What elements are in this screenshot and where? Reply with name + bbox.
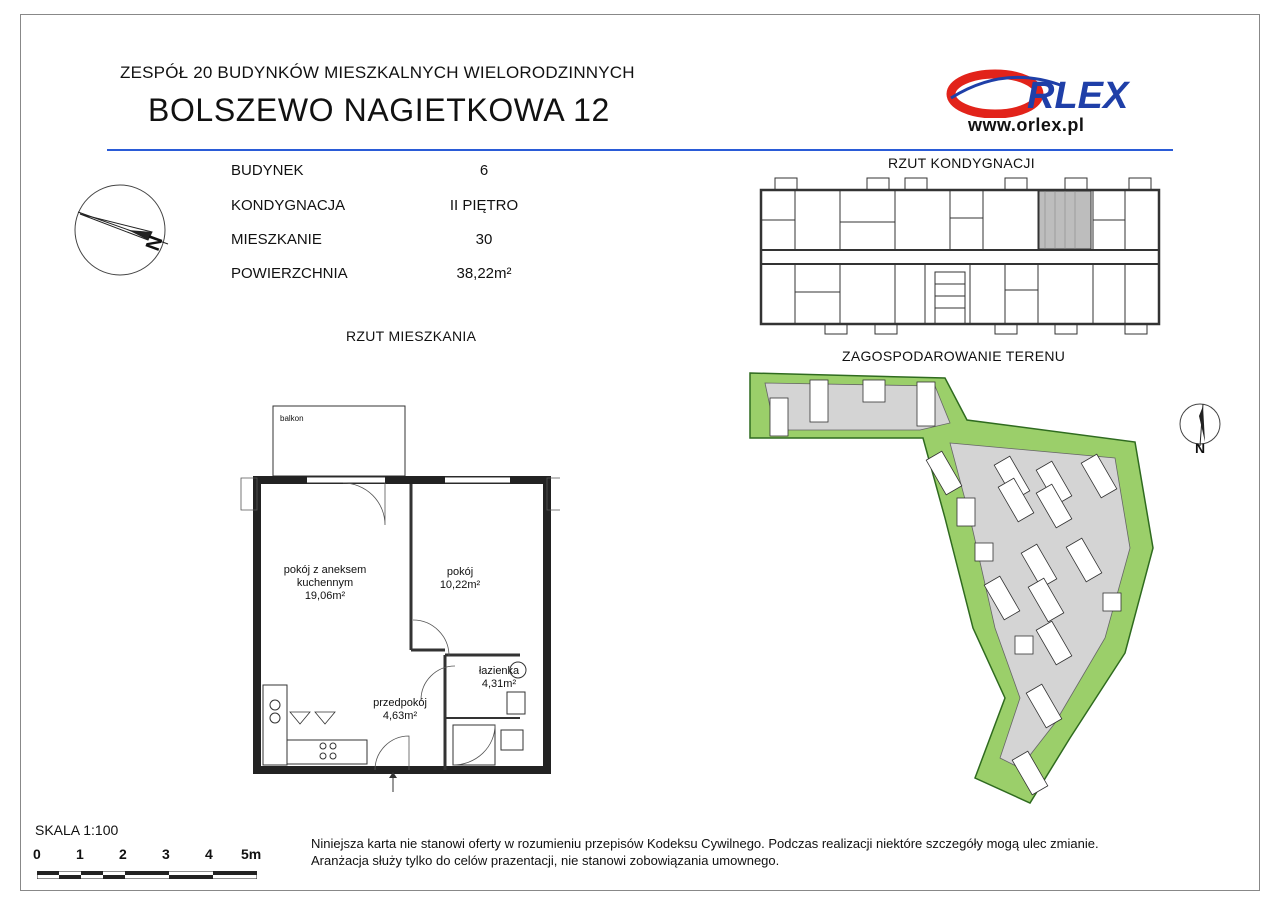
apartment-plan-title: RZUT MIESZKANIA xyxy=(346,328,477,344)
bedroom-label xyxy=(425,566,495,592)
disclaimer-line-2: Aranżacja służy tylko do celów prazentacji, nie stanowi zobowiązania umownego. xyxy=(311,853,780,868)
floor-plan-title: RZUT KONDYGNACJI xyxy=(888,155,1035,171)
bathroom-area: 4,31m² xyxy=(481,678,517,690)
disclaimer-line-1: Niniejsza karta nie stanowi oferty w rozumieniu przepisów Kodeksu Cywilnego. Podczas realizacji niektóre szczegóły mogą ulec zmianie. xyxy=(311,836,1099,851)
north-compass-left xyxy=(68,180,178,280)
scale-label: SKALA 1:100 xyxy=(35,822,119,838)
living-room-name-1: pokój z aneksem xyxy=(283,564,367,576)
hallway-name: przedpokój xyxy=(373,697,427,709)
bathroom-label xyxy=(469,665,529,691)
balcony-label: balkon xyxy=(280,414,304,423)
site-plan-title: ZAGOSPODAROWANIE TERENU xyxy=(842,348,1066,364)
hallway-label xyxy=(365,697,435,723)
hallway-area: 4,63m² xyxy=(382,710,418,722)
logo-letters: RLEX xyxy=(1027,75,1129,117)
project-title: BOLSZEWO NAGIETKOWA 12 xyxy=(148,92,610,128)
scale-tick-3: 3 xyxy=(162,846,170,862)
logo-url[interactable]: www.orlex.pl xyxy=(968,115,1085,135)
scale-bar xyxy=(37,866,257,874)
scale-tick-0: 0 xyxy=(33,846,41,862)
floor-value: II PIĘTRO xyxy=(449,197,519,214)
apartment-label: MIESZKANIE xyxy=(231,231,322,248)
building-value: 6 xyxy=(479,162,489,179)
area-value: 38,22m² xyxy=(456,265,512,282)
building-label: BUDYNEK xyxy=(231,162,304,179)
floor-label: KONDYGNACJA xyxy=(231,197,346,214)
apartment-value: 30 xyxy=(475,231,493,248)
project-subtitle: ZESPÓŁ 20 BUDYNKÓW MIESZKALNYCH WIELORODZINNYCH xyxy=(120,63,635,82)
scale-tick-5: 5m xyxy=(241,846,262,862)
living-room-name-2: kuchennym xyxy=(296,577,354,589)
scale-tick-1: 1 xyxy=(76,846,84,862)
north-letter-right: N xyxy=(1195,440,1206,456)
living-room-area: 19,06m² xyxy=(304,590,346,602)
scale-tick-2: 2 xyxy=(119,846,127,862)
bedroom-name: pokój xyxy=(446,566,474,578)
scale-tick-4: 4 xyxy=(205,846,213,862)
bathroom-name: łazienka xyxy=(478,665,520,677)
header-rule xyxy=(107,149,1173,151)
living-room-label xyxy=(270,564,380,603)
bedroom-area: 10,22m² xyxy=(439,579,481,591)
north-letter-left: N xyxy=(141,232,168,254)
area-label: POWIERZCHNIA xyxy=(231,265,348,282)
floor-plan-drawing xyxy=(755,172,1165,337)
site-plan-drawing xyxy=(745,368,1165,808)
orlex-logo xyxy=(945,68,1180,118)
